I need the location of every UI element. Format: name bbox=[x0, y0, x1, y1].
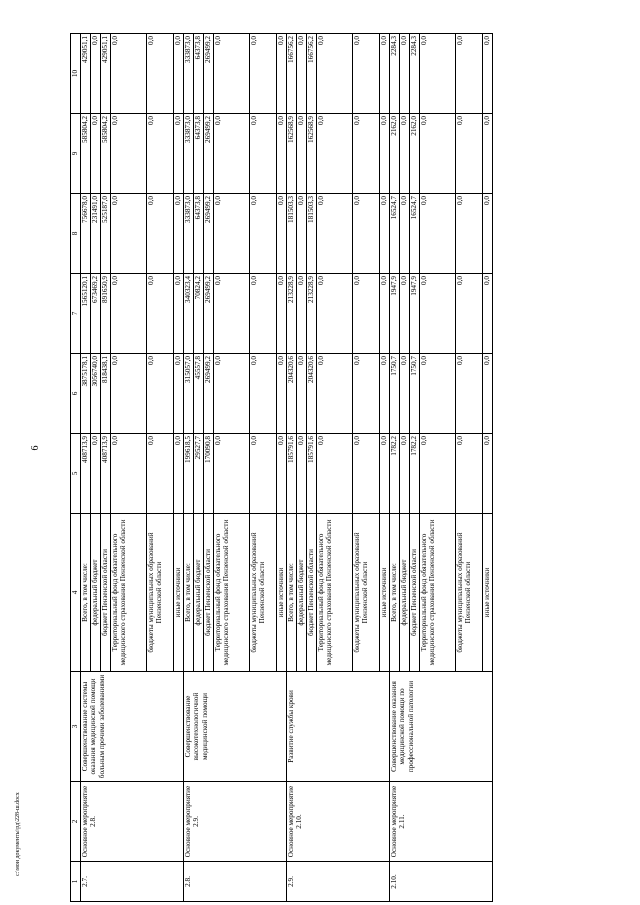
amount-cell: 0,0 bbox=[297, 274, 307, 354]
footer-file-path: c:\мои документы\рд\228-ш.docx bbox=[15, 792, 21, 876]
amount-cell: 3875178,1 bbox=[81, 354, 91, 434]
event-title-cell: Совершенствование оказания медицинской помощи по профессиональной патологии bbox=[390, 672, 493, 782]
amount-cell: 0,0 bbox=[420, 34, 456, 114]
amount-cell: 0,0 bbox=[456, 34, 483, 114]
amount-cell: 0,0 bbox=[456, 114, 483, 194]
amount-cell: 0,0 bbox=[91, 34, 101, 114]
header-cell: 10 bbox=[71, 34, 81, 114]
funding-source-cell: бюджет Пензенской области bbox=[101, 514, 111, 672]
amount-cell: 162568,9 bbox=[307, 114, 317, 194]
header-cell: 4 bbox=[71, 514, 81, 672]
amount-cell: 0,0 bbox=[353, 434, 380, 514]
amount-cell: 0,0 bbox=[174, 114, 184, 194]
header-cell: 3 bbox=[71, 672, 81, 782]
amount-cell: 213228,9 bbox=[287, 274, 297, 354]
amount-cell: 0,0 bbox=[420, 194, 456, 274]
amount-cell: 0,0 bbox=[111, 34, 147, 114]
amount-cell: 0,0 bbox=[147, 114, 174, 194]
funding-source-cell: Всего, в том числе: bbox=[390, 514, 400, 672]
amount-cell: 0,0 bbox=[277, 194, 287, 274]
event-title-cell: Развитие службы крови bbox=[287, 672, 390, 782]
amount-cell: 0,0 bbox=[214, 194, 250, 274]
funding-source-cell: бюджет Пензенской области bbox=[307, 514, 317, 672]
amount-cell: 0,0 bbox=[483, 434, 493, 514]
table-row bbox=[287, 34, 297, 902]
amount-cell: 0,0 bbox=[420, 354, 456, 434]
amount-cell: 0,0 bbox=[277, 114, 287, 194]
amount-cell: 0,0 bbox=[353, 354, 380, 434]
amount-cell: 0,0 bbox=[456, 194, 483, 274]
header-cell: 5 bbox=[71, 434, 81, 514]
funding-source-cell: Территориальный фонд обязательного медицинского страхования Пензенской области bbox=[111, 514, 147, 672]
event-name-cell: Основное мероприятие 2.11. bbox=[390, 782, 493, 862]
amount-cell: 525187,0 bbox=[101, 194, 111, 274]
funding-source-cell: Территориальный фонд обязательного медицинского страхования Пензенской области bbox=[420, 514, 456, 672]
amount-cell: 408713,9 bbox=[101, 434, 111, 514]
funding-source-cell: Всего, в том числе: bbox=[184, 514, 194, 672]
amount-cell: 181503,3 bbox=[307, 194, 317, 274]
amount-cell: 0,0 bbox=[353, 194, 380, 274]
amount-cell: 185791,6 bbox=[287, 434, 297, 514]
amount-cell: 0,0 bbox=[353, 274, 380, 354]
table-row bbox=[390, 34, 400, 902]
amount-cell: 162568,9 bbox=[287, 114, 297, 194]
amount-cell: 0,0 bbox=[111, 434, 147, 514]
funding-source-cell: Всего, в том числе: bbox=[287, 514, 297, 672]
amount-cell: 0,0 bbox=[111, 274, 147, 354]
amount-cell: 1947,9 bbox=[390, 274, 400, 354]
row-number-cell: 2.9. bbox=[287, 862, 390, 902]
funding-source-cell: Всего, в том числе: bbox=[81, 514, 91, 672]
amount-cell: 0,0 bbox=[250, 434, 277, 514]
amount-cell: 0,0 bbox=[297, 34, 307, 114]
event-title-cell: Совершенствование системы оказания медицинской помощи больным прочими заболеваниями bbox=[81, 672, 184, 782]
funding-source-cell: федеральный бюджет bbox=[91, 514, 101, 672]
funding-source-cell: бюджеты муниципальных образований Пензенской области bbox=[147, 514, 174, 672]
rotated-table-container bbox=[70, 34, 579, 902]
amount-cell: 333873,0 bbox=[184, 114, 194, 194]
amount-cell: 0,0 bbox=[317, 114, 353, 194]
amount-cell: 0,0 bbox=[400, 34, 410, 114]
amount-cell: 204320,6 bbox=[307, 354, 317, 434]
amount-cell: 0,0 bbox=[174, 434, 184, 514]
amount-cell: 204320,6 bbox=[287, 354, 297, 434]
row-number-cell: 2.8. bbox=[184, 862, 287, 902]
amount-cell: 0,0 bbox=[456, 434, 483, 514]
amount-cell: 429051,1 bbox=[101, 34, 111, 114]
funding-source-cell: федеральный бюджет bbox=[400, 514, 410, 672]
amount-cell: 0,0 bbox=[483, 354, 493, 434]
amount-cell: 0,0 bbox=[277, 434, 287, 514]
amount-cell: 231491,0 bbox=[91, 194, 101, 274]
amount-cell: 1947,9 bbox=[410, 274, 420, 354]
event-title-cell: Совершенствование высокотехнологичной медицинской помощи bbox=[184, 672, 287, 782]
header-cell: 9 bbox=[71, 114, 81, 194]
amount-cell: 818438,1 bbox=[101, 354, 111, 434]
amount-cell: 0,0 bbox=[277, 274, 287, 354]
funding-table bbox=[70, 33, 493, 902]
amount-cell: 0,0 bbox=[111, 354, 147, 434]
amount-cell: 1782,2 bbox=[410, 434, 420, 514]
amount-cell: 0,0 bbox=[147, 354, 174, 434]
funding-source-cell: иные источники bbox=[483, 514, 493, 672]
amount-cell: 0,0 bbox=[147, 194, 174, 274]
amount-cell: 29527,7 bbox=[194, 434, 204, 514]
amount-cell: 315057,0 bbox=[184, 354, 194, 434]
amount-cell: 181503,3 bbox=[287, 194, 297, 274]
amount-cell: 0,0 bbox=[420, 114, 456, 194]
event-name-cell: Основное мероприятие 2.8. bbox=[81, 782, 184, 862]
amount-cell: 0,0 bbox=[420, 274, 456, 354]
amount-cell: 64373,8 bbox=[194, 114, 204, 194]
funding-source-cell: Территориальный фонд обязательного медицинского страхования Пензенской области bbox=[317, 514, 353, 672]
event-name-cell: Основное мероприятие 2.9. bbox=[184, 782, 287, 862]
amount-cell: 269499,2 bbox=[204, 274, 214, 354]
amount-cell: 269499,2 bbox=[204, 354, 214, 434]
amount-cell: 0,0 bbox=[317, 434, 353, 514]
amount-cell: 0,0 bbox=[317, 194, 353, 274]
amount-cell: 0,0 bbox=[250, 114, 277, 194]
amount-cell: 0,0 bbox=[380, 354, 390, 434]
amount-cell: 269499,2 bbox=[204, 34, 214, 114]
amount-cell: 269499,2 bbox=[204, 194, 214, 274]
amount-cell: 585804,2 bbox=[81, 114, 91, 194]
amount-cell: 0,0 bbox=[174, 354, 184, 434]
amount-cell: 585804,2 bbox=[101, 114, 111, 194]
amount-cell: 0,0 bbox=[250, 274, 277, 354]
amount-cell: 16524,7 bbox=[390, 194, 400, 274]
amount-cell: 2162,0 bbox=[390, 114, 400, 194]
funding-source-cell: Территориальный фонд обязательного медицинского страхования Пензенской области bbox=[214, 514, 250, 672]
amount-cell: 0,0 bbox=[214, 34, 250, 114]
header-cell: 1 bbox=[71, 862, 81, 902]
amount-cell: 0,0 bbox=[250, 354, 277, 434]
amount-cell: 64373,8 bbox=[194, 34, 204, 114]
header-row bbox=[71, 34, 81, 902]
amount-cell: 0,0 bbox=[147, 434, 174, 514]
amount-cell: 0,0 bbox=[317, 34, 353, 114]
row-number-cell: 2.7. bbox=[81, 862, 184, 902]
amount-cell: 1565120,1 bbox=[81, 274, 91, 354]
funding-source-cell: бюджеты муниципальных образований Пензенской области bbox=[250, 514, 277, 672]
table-row bbox=[184, 34, 194, 902]
amount-cell: 0,0 bbox=[420, 434, 456, 514]
amount-cell: 0,0 bbox=[456, 274, 483, 354]
amount-cell: 0,0 bbox=[250, 34, 277, 114]
amount-cell: 0,0 bbox=[111, 194, 147, 274]
amount-cell: 0,0 bbox=[317, 274, 353, 354]
amount-cell: 0,0 bbox=[91, 114, 101, 194]
header-cell: 6 bbox=[71, 354, 81, 434]
page-number: 6 bbox=[30, 445, 41, 451]
amount-cell: 0,0 bbox=[174, 194, 184, 274]
amount-cell: 408713,9 bbox=[81, 434, 91, 514]
amount-cell: 185791,6 bbox=[307, 434, 317, 514]
amount-cell: 170090,8 bbox=[204, 434, 214, 514]
amount-cell: 0,0 bbox=[297, 194, 307, 274]
amount-cell: 2284,3 bbox=[410, 34, 420, 114]
amount-cell: 0,0 bbox=[91, 434, 101, 514]
amount-cell: 673469,2 bbox=[91, 274, 101, 354]
amount-cell: 0,0 bbox=[317, 354, 353, 434]
amount-cell: 0,0 bbox=[456, 354, 483, 434]
amount-cell: 0,0 bbox=[277, 354, 287, 434]
amount-cell: 0,0 bbox=[400, 274, 410, 354]
header-cell: 2 bbox=[71, 782, 81, 862]
amount-cell: 891650,9 bbox=[101, 274, 111, 354]
amount-cell: 0,0 bbox=[483, 34, 493, 114]
amount-cell: 0,0 bbox=[214, 354, 250, 434]
amount-cell: 0,0 bbox=[483, 114, 493, 194]
amount-cell: 0,0 bbox=[353, 34, 380, 114]
amount-cell: 0,0 bbox=[277, 34, 287, 114]
amount-cell: 0,0 bbox=[297, 354, 307, 434]
amount-cell: 45557,8 bbox=[194, 354, 204, 434]
funding-source-cell: бюджеты муниципальных образований Пензенской области bbox=[353, 514, 380, 672]
amount-cell: 1750,7 bbox=[410, 354, 420, 434]
amount-cell: 0,0 bbox=[214, 434, 250, 514]
amount-cell: 0,0 bbox=[250, 194, 277, 274]
funding-source-cell: бюджет Пензенской области bbox=[410, 514, 420, 672]
amount-cell: 1750,7 bbox=[390, 354, 400, 434]
amount-cell: 429051,1 bbox=[81, 34, 91, 114]
funding-source-cell: иные источники bbox=[174, 514, 184, 672]
amount-cell: 0,0 bbox=[483, 194, 493, 274]
amount-cell: 0,0 bbox=[400, 194, 410, 274]
amount-cell: 333873,0 bbox=[184, 34, 194, 114]
amount-cell: 0,0 bbox=[147, 274, 174, 354]
event-name-cell: Основное мероприятие 2.10. bbox=[287, 782, 390, 862]
header-cell: 8 bbox=[71, 194, 81, 274]
table-body bbox=[81, 34, 493, 902]
amount-cell: 0,0 bbox=[400, 354, 410, 434]
amount-cell: 70824,2 bbox=[194, 274, 204, 354]
amount-cell: 0,0 bbox=[174, 274, 184, 354]
amount-cell: 2284,3 bbox=[390, 34, 400, 114]
amount-cell: 0,0 bbox=[297, 434, 307, 514]
amount-cell: 756678,0 bbox=[81, 194, 91, 274]
header-cell: 7 bbox=[71, 274, 81, 354]
amount-cell: 0,0 bbox=[214, 114, 250, 194]
amount-cell: 166756,2 bbox=[307, 34, 317, 114]
amount-cell: 0,0 bbox=[380, 114, 390, 194]
amount-cell: 340323,4 bbox=[184, 274, 194, 354]
funding-source-cell: бюджет Пензенской области bbox=[204, 514, 214, 672]
row-number-cell: 2.10. bbox=[390, 862, 493, 902]
amount-cell: 0,0 bbox=[380, 194, 390, 274]
funding-source-cell: федеральный бюджет bbox=[194, 514, 204, 672]
amount-cell: 0,0 bbox=[214, 274, 250, 354]
funding-source-cell: иные источники bbox=[277, 514, 287, 672]
funding-source-cell: иные источники bbox=[380, 514, 390, 672]
amount-cell: 16524,7 bbox=[410, 194, 420, 274]
amount-cell: 0,0 bbox=[111, 114, 147, 194]
funding-source-cell: бюджеты муниципальных образований Пензенской области bbox=[456, 514, 483, 672]
amount-cell: 64373,8 bbox=[194, 194, 204, 274]
amount-cell: 0,0 bbox=[483, 274, 493, 354]
amount-cell: 3056740,0 bbox=[91, 354, 101, 434]
amount-cell: 0,0 bbox=[380, 34, 390, 114]
amount-cell: 0,0 bbox=[147, 34, 174, 114]
amount-cell: 0,0 bbox=[400, 434, 410, 514]
amount-cell: 0,0 bbox=[380, 274, 390, 354]
amount-cell: 2162,0 bbox=[410, 114, 420, 194]
amount-cell: 333873,0 bbox=[184, 194, 194, 274]
amount-cell: 0,0 bbox=[174, 34, 184, 114]
table-row bbox=[81, 34, 91, 902]
amount-cell: 199618,5 bbox=[184, 434, 194, 514]
amount-cell: 213228,9 bbox=[307, 274, 317, 354]
amount-cell: 0,0 bbox=[400, 114, 410, 194]
amount-cell: 0,0 bbox=[353, 114, 380, 194]
amount-cell: 269499,2 bbox=[204, 114, 214, 194]
amount-cell: 0,0 bbox=[297, 114, 307, 194]
amount-cell: 166756,2 bbox=[287, 34, 297, 114]
funding-source-cell: федеральный бюджет bbox=[297, 514, 307, 672]
amount-cell: 1782,2 bbox=[390, 434, 400, 514]
amount-cell: 0,0 bbox=[380, 434, 390, 514]
